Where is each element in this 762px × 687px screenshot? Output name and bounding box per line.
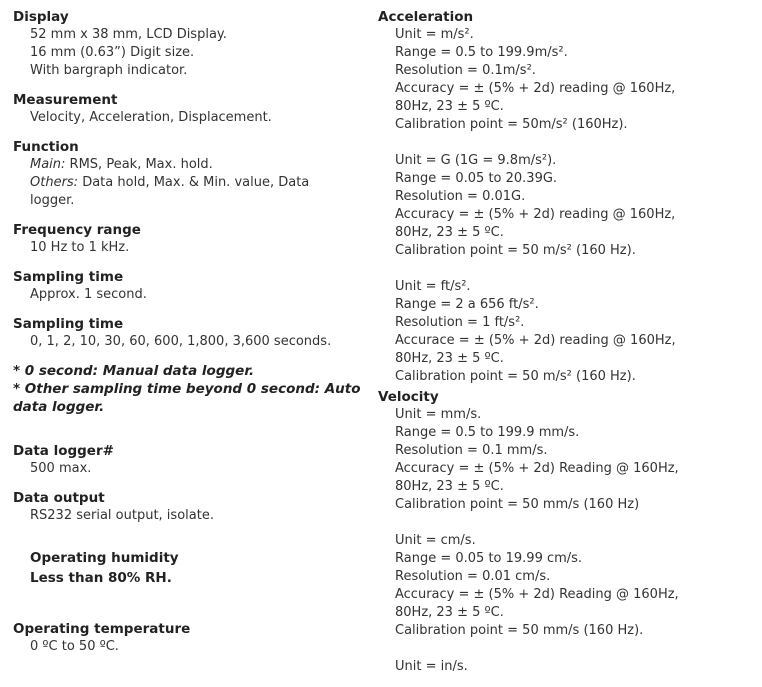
spec-line: Calibration point = 50 mm/s (160 Hz) [395,497,640,512]
spec-line: Resolution = 0.01G. [395,189,526,204]
spec-line: Accuracy = ± (5% + 2d) Reading @ 160Hz, [395,461,679,476]
datalogger-section [13,442,368,478]
measurement-section [13,91,368,127]
spec-line: Unit = mm/s. [395,407,482,422]
function-main-value: RMS, Peak, Max. hold. [65,157,213,172]
spec-line: Resolution = 0.1 mm/s. [395,443,548,458]
display-heading: Display [13,9,69,25]
display-line: With bargraph indicator. [30,63,188,78]
function-main-label: Main: [30,157,66,172]
spec-line: Calibration point = 50m/s² (160Hz). [395,117,628,132]
spec-line: Calibration point = 50 m/s² (160 Hz). [395,243,636,258]
sampling-section-2 [13,315,368,351]
frequency-section [13,221,368,257]
sampling-heading: Sampling time [13,269,124,285]
spec-line: Unit = ft/s². [395,279,471,294]
spec-line: Range = 2 a 656 ft/s². [395,297,539,312]
spec-line: Accuracy = ± (5% + 2d) reading @ 160Hz, [395,81,676,96]
display-section [13,8,368,80]
acceleration-group-fts2 [378,278,758,386]
spec-line: Calibration point = 50 m/s² (160 Hz). [395,369,636,384]
spec-line: 80Hz, 23 ± 5 ºC. [395,99,504,114]
velocity-section [378,388,758,676]
datalogger-heading: Data logger# [13,443,114,459]
spec-left-column [13,8,368,656]
acceleration-group-ms2 [378,26,758,134]
velocity-group-ins [378,658,758,676]
temperature-value: 0 ºC to 50 ºC. [30,639,119,654]
spec-line: 80Hz, 23 ± 5 ºC. [395,605,504,620]
temperature-section [13,620,368,656]
sampling-heading: Sampling time [13,316,124,332]
display-line: 16 mm (0.63”) Digit size. [30,45,195,60]
sampling-value: Approx. 1 second. [30,287,147,302]
spec-line: Range = 0.05 to 19.99 cm/s. [395,551,583,566]
acceleration-heading: Acceleration [378,9,474,25]
spec-line: Range = 0.5 to 199.9m/s². [395,45,568,60]
spec-line: Unit = m/s². [395,27,474,42]
dataoutput-section [13,489,368,525]
frequency-value: 10 Hz to 1 kHz. [30,240,130,255]
dataoutput-heading: Data output [13,490,105,506]
spec-line: 80Hz, 23 ± 5 ºC. [395,225,504,240]
function-section [13,138,368,210]
sampling-note: * Other sampling time beyond 0 second: Auto data logger. [13,381,361,415]
sampling-section-1 [13,268,368,304]
frequency-heading: Frequency range [13,222,141,238]
spec-line: Range = 0.05 to 20.39G. [395,171,558,186]
humidity-heading: Operating humidity [30,550,179,566]
acceleration-section [378,8,758,386]
function-others-label: Others: [30,175,79,190]
acceleration-group-g [378,152,758,260]
display-line: 52 mm x 38 mm, LCD Display. [30,27,227,42]
velocity-group-mms [378,406,758,514]
dataoutput-value: RS232 serial output, isolate. [30,508,214,523]
sampling-value: 0, 1, 2, 10, 30, 60, 600, 1,800, 3,600 seconds. [30,334,332,349]
velocity-group-cms [378,532,758,640]
spec-line: Accurace = ± (5% + 2d) reading @ 160Hz, [395,333,676,348]
humidity-section [13,548,368,588]
function-heading: Function [13,139,79,155]
measurement-value: Velocity, Acceleration, Displacement. [30,110,272,125]
spec-line: Accuracy = ± (5% + 2d) Reading @ 160Hz, [395,587,679,602]
function-others-value: Data hold, Max. & Min. value, Data logger. [30,175,310,208]
sampling-note: * 0 second: Manual data logger. [13,363,255,379]
spec-line: Unit = in/s. [395,659,468,674]
temperature-heading: Operating temperature [13,621,191,637]
spec-line: Resolution = 0.1m/s². [395,63,536,78]
measurement-heading: Measurement [13,92,118,108]
datalogger-value: 500 max. [30,461,92,476]
spec-line: Resolution = 1 ft/s². [395,315,525,330]
spec-line: Resolution = 0.01 cm/s. [395,569,551,584]
spec-line: Calibration point = 50 mm/s (160 Hz). [395,623,644,638]
velocity-heading: Velocity [378,389,439,405]
spec-line: Unit = cm/s. [395,533,476,548]
sampling-notes [13,362,368,416]
spec-line: Accuracy = ± (5% + 2d) reading @ 160Hz, [395,207,676,222]
spec-line: Unit = G (1G = 9.8m/s²). [395,153,557,168]
humidity-value: Less than 80% RH. [30,570,172,586]
spec-right-column [378,8,758,676]
spec-line: 80Hz, 23 ± 5 ºC. [395,479,504,494]
function-others [13,174,330,210]
spec-line: Range = 0.5 to 199.9 mm/s. [395,425,580,440]
spec-line: 80Hz, 23 ± 5 ºC. [395,351,504,366]
function-main [13,156,368,174]
